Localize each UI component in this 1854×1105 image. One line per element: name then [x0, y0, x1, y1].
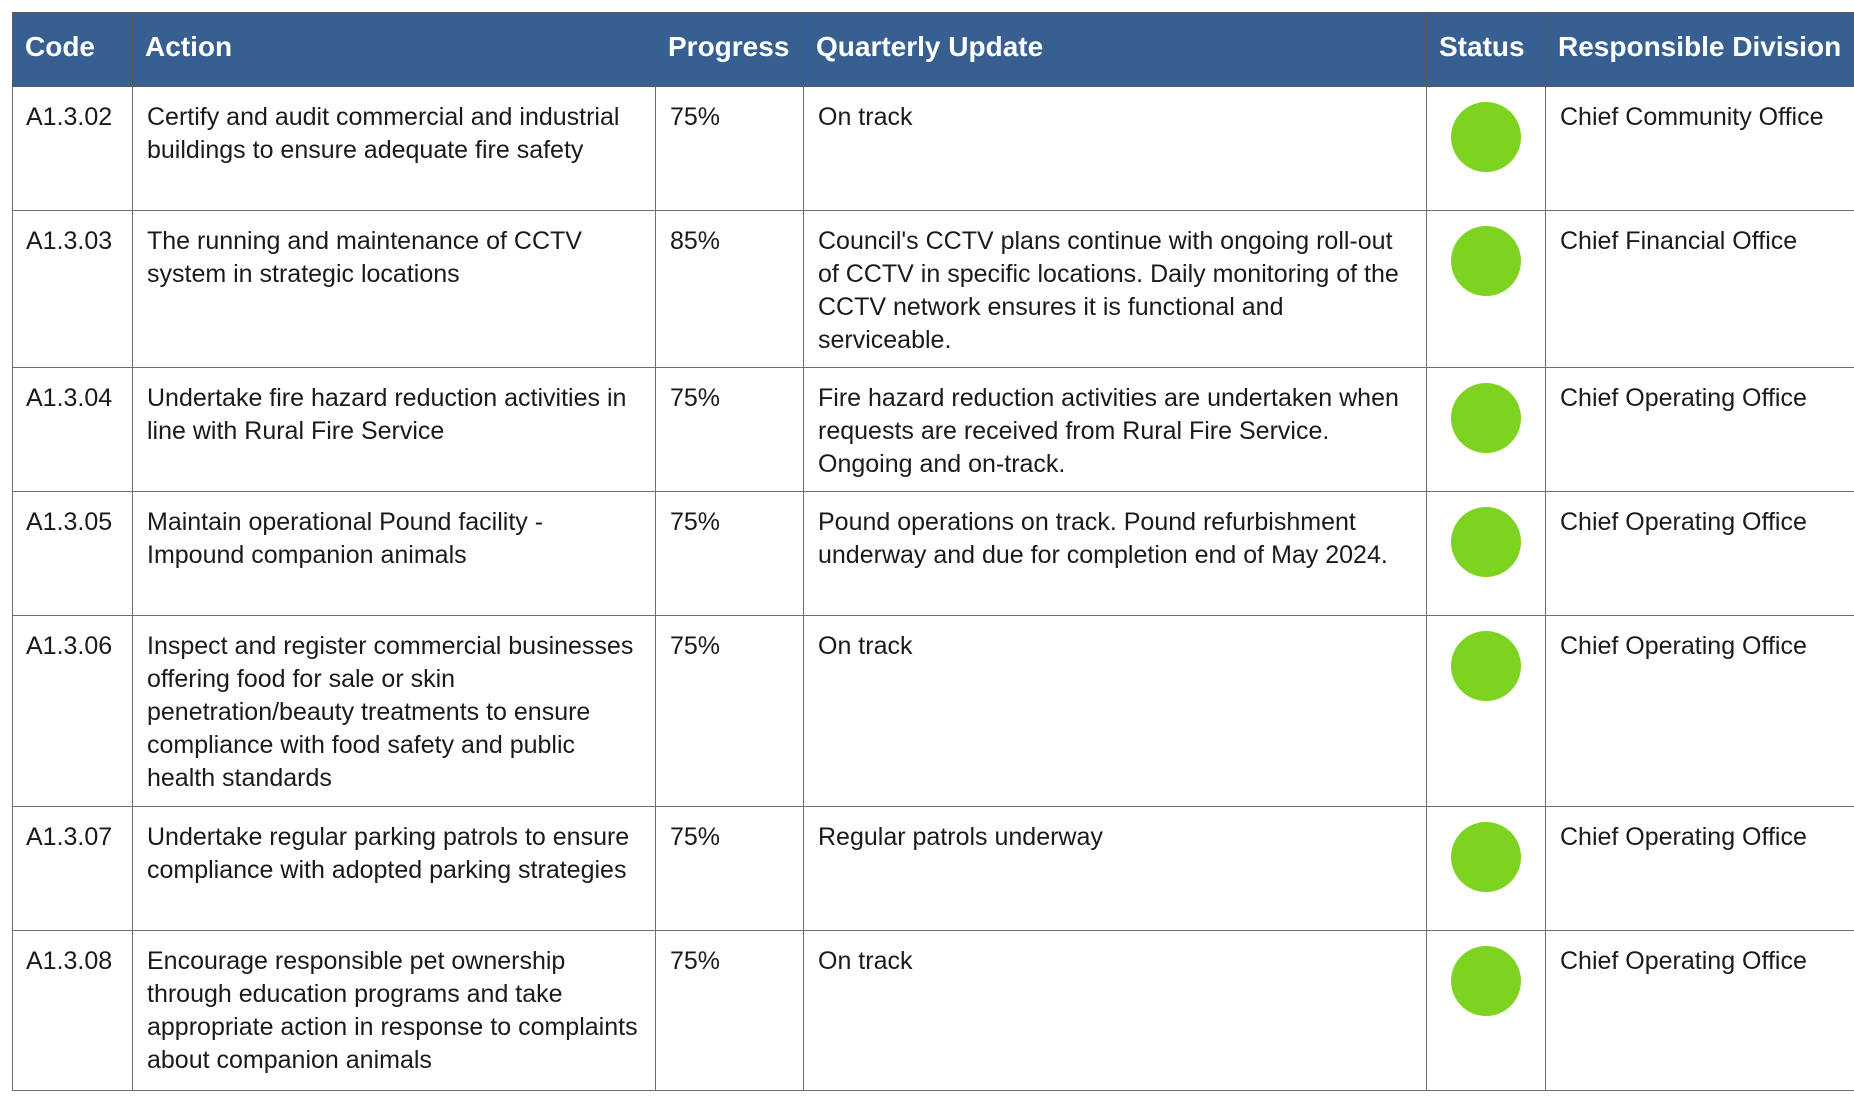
row-code: A1.3.07: [13, 807, 133, 931]
table-row: [13, 211, 1854, 368]
row-action: Undertake regular parking patrols to ensure compliance with adopted parking strategies: [133, 807, 656, 931]
action-progress-table: [12, 12, 1854, 1091]
header-code: Code: [13, 13, 133, 87]
row-quarterly-update: Fire hazard reduction activities are undertaken when requests are received from Rural Fire Service. Ongoing and on-track.: [804, 368, 1427, 492]
table-row: [13, 492, 1854, 616]
header-quarterly-update: Quarterly Update: [804, 13, 1427, 87]
header-action: Action: [133, 13, 656, 87]
table-row: [13, 931, 1854, 1091]
table-body: [13, 87, 1854, 1091]
row-action: Encourage responsible pet ownership through education programs and take appropriate action in response to complaints about companion animals: [133, 931, 656, 1091]
row-action: Undertake fire hazard reduction activities in line with Rural Fire Service: [133, 368, 656, 492]
header-row: [13, 13, 1854, 87]
table-row: [13, 616, 1854, 807]
row-code: A1.3.03: [13, 211, 133, 368]
table-row: [13, 807, 1854, 931]
row-code: A1.3.08: [13, 931, 133, 1091]
row-responsible-division: Chief Operating Office: [1546, 492, 1854, 616]
row-quarterly-update: Regular patrols underway: [804, 807, 1427, 931]
row-status: [1427, 616, 1546, 807]
row-responsible-division: Chief Operating Office: [1546, 616, 1854, 807]
row-progress: 75%: [656, 87, 804, 211]
row-progress: 75%: [656, 492, 804, 616]
row-quarterly-update: Pound operations on track. Pound refurbishment underway and due for completion end of May 2024.: [804, 492, 1427, 616]
row-status: [1427, 492, 1546, 616]
row-responsible-division: Chief Financial Office: [1546, 211, 1854, 368]
row-quarterly-update: On track: [804, 87, 1427, 211]
status-indicator-dot: [1451, 822, 1521, 892]
row-progress: 75%: [656, 616, 804, 807]
header-responsible-division: Responsible Division: [1546, 13, 1854, 87]
row-status: [1427, 87, 1546, 211]
status-indicator-dot: [1451, 102, 1521, 172]
row-status: [1427, 368, 1546, 492]
row-code: A1.3.02: [13, 87, 133, 211]
status-indicator-dot: [1451, 226, 1521, 296]
status-indicator-dot: [1451, 631, 1521, 701]
table-row: [13, 368, 1854, 492]
status-indicator-dot: [1451, 383, 1521, 453]
row-status: [1427, 211, 1546, 368]
row-action: Certify and audit commercial and industrial buildings to ensure adequate fire safety: [133, 87, 656, 211]
row-status: [1427, 931, 1546, 1091]
row-code: A1.3.06: [13, 616, 133, 807]
row-action: The running and maintenance of CCTV system in strategic locations: [133, 211, 656, 368]
row-progress: 75%: [656, 368, 804, 492]
row-quarterly-update: Council's CCTV plans continue with ongoing roll-out of CCTV in specific locations. Daily monitoring of the CCTV network ensures it is functional and serviceable.: [804, 211, 1427, 368]
status-indicator-dot: [1451, 507, 1521, 577]
row-progress: 85%: [656, 211, 804, 368]
row-responsible-division: Chief Community Office: [1546, 87, 1854, 211]
row-progress: 75%: [656, 807, 804, 931]
row-action: Inspect and register commercial businesses offering food for sale or skin penetration/beauty treatments to ensure compliance with food safety and public health standards: [133, 616, 656, 807]
row-status: [1427, 807, 1546, 931]
row-responsible-division: Chief Operating Office: [1546, 807, 1854, 931]
row-code: A1.3.05: [13, 492, 133, 616]
row-quarterly-update: On track: [804, 616, 1427, 807]
row-progress: 75%: [656, 931, 804, 1091]
table-header: [13, 13, 1854, 87]
header-status: Status: [1427, 13, 1546, 87]
row-quarterly-update: On track: [804, 931, 1427, 1091]
header-progress: Progress: [656, 13, 804, 87]
row-action: Maintain operational Pound facility - Impound companion animals: [133, 492, 656, 616]
status-indicator-dot: [1451, 946, 1521, 1016]
row-responsible-division: Chief Operating Office: [1546, 931, 1854, 1091]
row-responsible-division: Chief Operating Office: [1546, 368, 1854, 492]
table-row: [13, 87, 1854, 211]
row-code: A1.3.04: [13, 368, 133, 492]
